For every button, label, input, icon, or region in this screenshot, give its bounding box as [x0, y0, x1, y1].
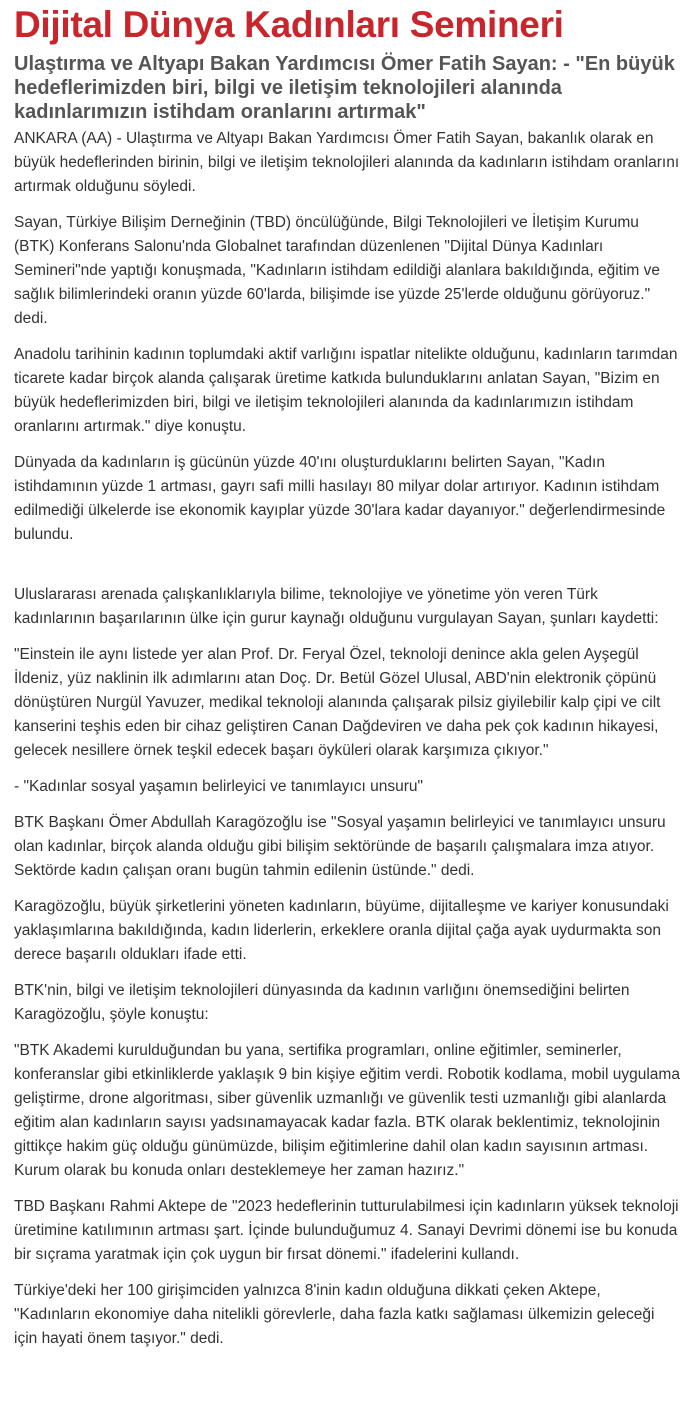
paragraph: Dünyada da kadınların iş gücünün yüzde 40'ını oluşturduklarını belirten Sayan, "Kadın istihdamının yüzde 1 artması, gayrı safi milli hasılayı 80 milyar dolar artırıyor. Kadının istihdam edilmediği ülkelerde ise ekonomik kayıplar yüzde 30'lara kadar dayanıyor." değerlendirmesinde bulundu. — [14, 454, 666, 543]
paragraph: ANKARA (AA) - Ulaştırma ve Altyapı Bakan Yardımcısı Ömer Fatih Sayan, bakanlık olarak en büyük hedeflerinden birinin, bilgi ve iletişim teknolojileri alanında da kadınların istihdam oranlarını artırmak olduğunu söyledi. — [14, 130, 680, 195]
paragraph: BTK'nin, bilgi ve iletişim teknolojileri dünyasında da kadının varlığını önemsediğini belirten Karagözoğlu, şöyle konuştu: — [14, 982, 630, 1023]
paragraph: TBD Başkanı Rahmi Aktepe de "2023 hedeflerinin tutturulabilmesi için kadınların yüksek teknoloji üretimine katılımının artması şart. İçinde bulunduğumuz 4. Sanayi Devrimi dönemi ise bu konuda bir sıçrama yaratmak için çok uygun bir fırsat dönemi." ifadelerini kullandı. — [14, 1198, 679, 1263]
article-body — [14, 127, 680, 1351]
paragraph: Türkiye'deki her 100 girişimciden yalnızca 8'inin kadın olduğuna dikkati çeken Aktepe, "Kadınların ekonomiye daha nitelikli görevlerle, daha fazla katkı sağlaması ülkemizin geleceği için hayati önem taşıyor." dedi. — [14, 1282, 655, 1347]
paragraph: Sayan, Türkiye Bilişim Derneğinin (TBD) öncülüğünde, Bilgi Teknolojileri ve İletişim Kurumu (BTK) Konferans Salonu'nda Globalnet tarafından düzenlenen "Dijital Dünya Kadınları Semineri"nde yaptığı konuşmada, "Kadınların istihdam edildiği alanlara bakıldığında, eğitim ve sağlık bilimlerindeki oranın yüzde 60'larda, bilişimde ise yüzde 25'lerde olduğunu görüyoruz." dedi. — [14, 214, 661, 327]
paragraph: Karagözoğlu, büyük şirketlerini yöneten kadınların, büyüme, dijitalleşme ve kariyer konusundaki yaklaşımlarına bakıldığında, kadın liderlerin, erkeklere oranla dijital çağa ayak uydurmakta son derece başarılı oldukları ifade etti. — [14, 898, 669, 963]
paragraph: BTK Başkanı Ömer Abdullah Karagözoğlu ise "Sosyal yaşamın belirleyici ve tanımlayıcı unsuru olan kadınlar, birçok alanda olduğu gibi bilişim sektöründe de başarılı çalışmalara imza atıyor. Sektörde kadın çalışan oranı bugün tahmin edilenin üstünde." dedi. — [14, 814, 666, 879]
quote-paragraph: "Einstein ile aynı listede yer alan Prof. Dr. Feryal Özel, teknoloji denince akla gelen Ayşegül İldeniz, yüz naklinin ilk adımlarını atan Doç. Dr. Betül Gözel Ulusal, ABD'nin elektronik çöpünü dönüştüren Nurgül Yavuzer, medikal teknoloji alanında çalışarak pilsiz giyilebilir kalp çipi ve cilt kanserini teşhis eden bir cihaz geliştiren Canan Dağdeviren ve daha pek çok kadının hikayesi, gelecek nesillere örnek teşkil edecek başarı öyküleri olarak karşımıza çıkıyor." — [14, 646, 661, 759]
article-title: Dijital Dünya Kadınları Semineri — [14, 4, 564, 45]
paragraph: Anadolu tarihinin kadının toplumdaki aktif varlığını ispatlar nitelikte olduğunu, kadınların tarımdan ticarete kadar birçok alanda çalışarak üretime katkıda bulunduklarını anlatan Sayan, "Bizim en büyük hedeflerimizden biri, bilgi ve iletişim teknolojileri alanında da kadınlarımızın istihdam oranlarını artırmak." diye konuştu. — [14, 346, 678, 435]
article-subtitle: Ulaştırma ve Altyapı Bakan Yardımcısı Ömer Fatih Sayan: - "En büyük hedeflerimizden biri, bilgi ve iletişim teknolojileri alanında kadınlarımızın istihdam oranlarını artırmak" — [14, 53, 675, 123]
section-subheading: - "Kadınlar sosyal yaşamın belirleyici ve tanımlayıcı unsuru" — [14, 778, 424, 795]
paragraph: Uluslararası arenada çalışkanlıklarıyla bilime, teknolojiye ve yönetime yön veren Türk kadınlarının başarılarının ülke için gurur kaynağı olduğunu vurgulayan Sayan, şunları kaydetti: — [14, 586, 659, 627]
quote-paragraph: "BTK Akademi kurulduğundan bu yana, sertifika programları, online eğitimler, seminerler, konferanslar gibi etkinliklerde yaklaşık 9 bin kişiye eğitim verdi. Robotik kodlama, mobil uygulama geliştirme, drone algoritması, siber güvenlik uzmanlığı ve güvenlik testi uzmanlığı gibi alanlarda eğitim alan kadınların sayısı yadsınamayacak kadar fazla. BTK olarak beklentimiz, teknolojinin gittikçe hakim güç olduğu günümüzde, bilişim eğitimlerine dahil olan kadın sayısının artması. Kurum olarak bu konuda onları desteklemeye her zaman hazırız." — [14, 1042, 680, 1179]
